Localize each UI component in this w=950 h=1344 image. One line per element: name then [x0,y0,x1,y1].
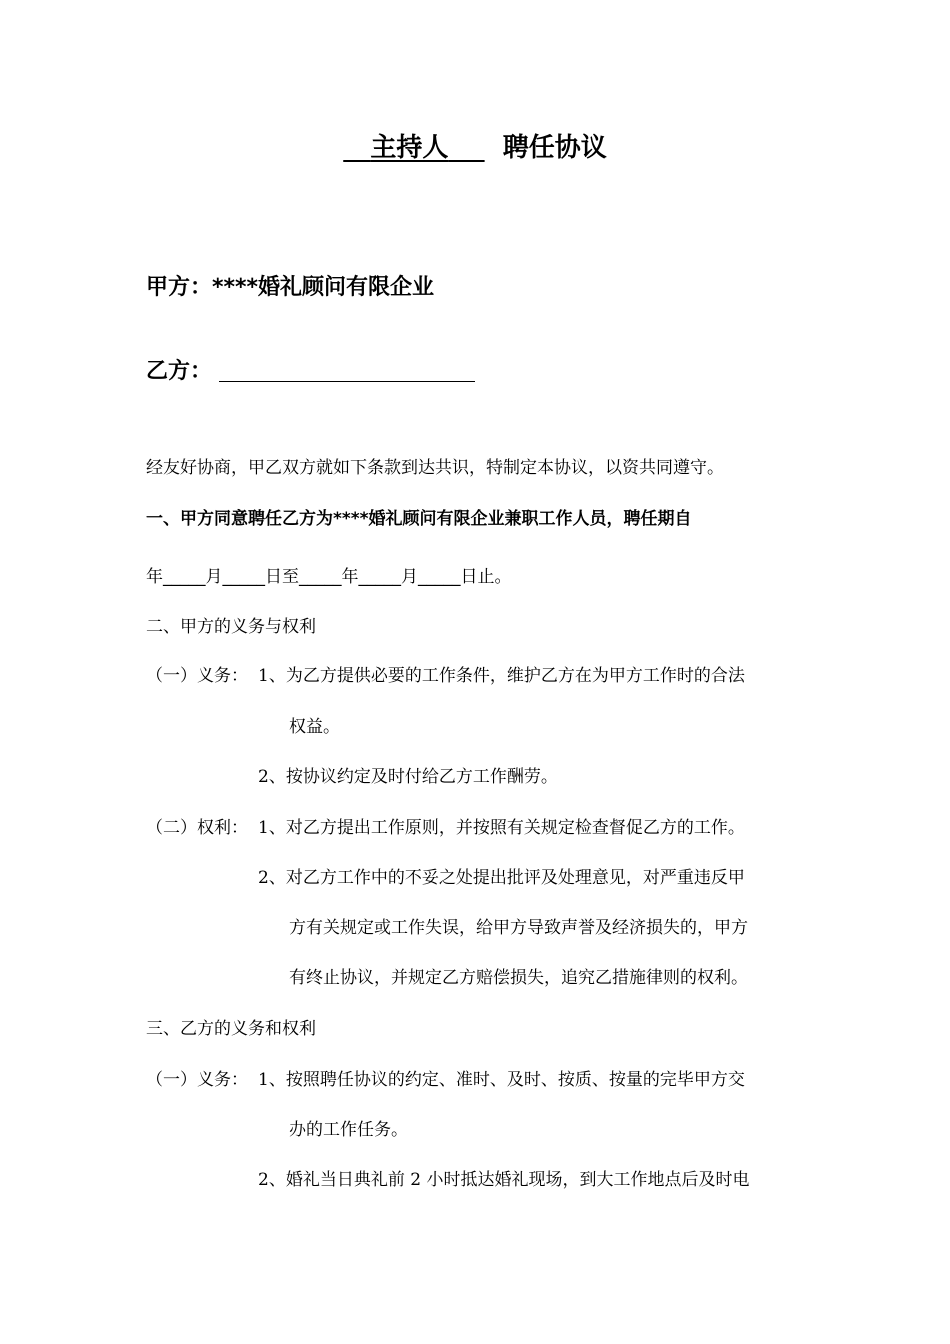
intro-paragraph: 经友好协商，甲乙双方就如下条款到达共识，特制定本协议，以资共同遵守。 [146,458,724,478]
title-role: 主持人 [370,133,449,163]
clause1-line1: 一、甲方同意聘任乙方为****婚礼顾问有限企业兼职工作人员，聘任期自 [146,509,692,529]
section2-duty-1b: 权益。 [289,717,340,737]
section2-right-label: （二）权利： [146,818,248,838]
party-b-blank [219,381,475,382]
section2-heading: 二、甲方的义务与权利 [146,617,316,637]
title-rest: 聘任协议 [502,133,607,163]
section2-duty-1a: 1、为乙方提供必要的工作条件，维护乙方在为甲方工作时的合法 [258,666,745,686]
section3-heading: 三、乙方的义务和权利 [146,1019,316,1039]
document-title [0,128,950,168]
party-a: 甲方：****婚礼顾问有限企业 [146,275,435,300]
section3-duty-2a: 2、婚礼当日典礼前 2 小时抵达婚礼现场，到大工作地点后及时电 [258,1170,750,1190]
party-b-label: 乙方： [146,359,213,384]
section2-right-2c: 有终止协议，并规定乙方赔偿损失，追究乙措施律则的权利。 [289,968,748,988]
section3-duty-label: （一）义务： [146,1070,248,1090]
section3-duty-1a: 1、按照聘任协议的约定、准时、及时、按质、按量的完毕甲方交 [258,1070,745,1090]
section2-right-2b: 方有关规定或工作失误，给甲方导致声誉及经济损失的，甲方 [289,918,748,938]
section2-duty-2: 2、按协议约定及时付给乙方工作酬劳。 [258,767,558,787]
section3-duty-1b: 办的工作任务。 [289,1120,408,1140]
section2-right-2a: 2、对乙方工作中的不妥之处提出批评及处理意见，对严重违反甲 [258,868,745,888]
clause1-line2: 年_____月_____日至_____年_____月_____日止。 [146,567,512,587]
section2-right-1: 1、对乙方提出工作原则，并按照有关规定检查督促乙方的工作。 [258,818,745,838]
section2-duty-label: （一）义务： [146,666,248,686]
